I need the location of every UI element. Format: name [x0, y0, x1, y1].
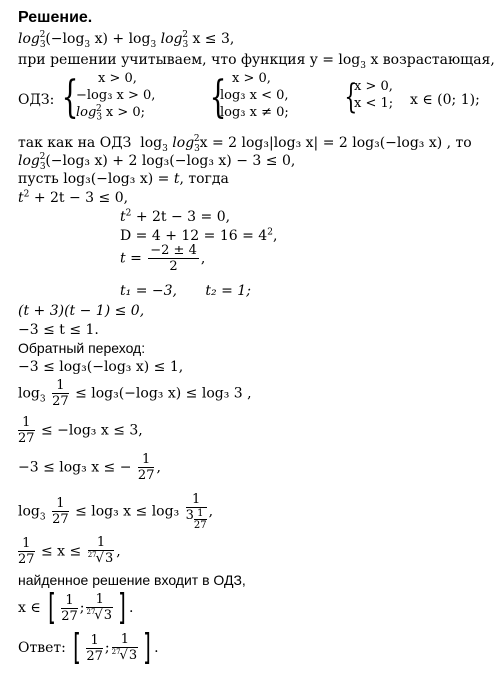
text: так как на ОДЗ [18, 135, 132, 151]
radicand: 3 [104, 551, 114, 566]
text: −3 ≤ log₃(−log₃ x) ≤ 1, [18, 359, 184, 375]
var-t: t [173, 171, 180, 187]
sup: 2 [182, 30, 188, 41]
fraction [52, 496, 69, 527]
var-t: t [18, 190, 24, 206]
text: x) + log [94, 31, 151, 47]
log-text: log [18, 153, 40, 169]
text: пусть log₃(−log₃ x) = [18, 171, 174, 187]
radicand: 3 [128, 647, 138, 663]
text: найденное решение входит в ОДЗ, [18, 572, 246, 588]
bracket-left: [ [48, 587, 57, 628]
fraction [186, 492, 207, 531]
sys-line: x > 0, [98, 71, 137, 86]
answer-line: Ответ: [ $\frac{1}{27}$ ; $\frac{1}{^{27}√3}$ ] . [18, 627, 159, 668]
text: , тогда [179, 171, 229, 187]
fraction [148, 243, 199, 274]
fraction [88, 535, 115, 568]
text: Обратный переход: [18, 340, 146, 356]
text: ≤ −log₃ x ≤ 3, [41, 422, 143, 439]
text: x ∈ [18, 600, 41, 616]
root-1: t₁ = −3, [120, 283, 177, 299]
fraction [18, 415, 35, 446]
text: x ≤ 3, [192, 31, 235, 47]
root-27-of-3: $^{27}$√3 [111, 647, 138, 663]
system-lines [354, 78, 393, 112]
answer-label: Ответ: [18, 640, 66, 656]
root-27-of-3: $^{27}$√3 [86, 607, 112, 623]
text: D = 4 + 12 = 16 = 4 [120, 228, 268, 244]
radicand: 3 [103, 607, 112, 623]
log-text: log [76, 105, 97, 120]
text: (−log [45, 31, 85, 47]
line-14 [18, 340, 145, 356]
line-6 [18, 171, 229, 187]
denominator: 27 [86, 648, 103, 664]
denominator: 2 [169, 259, 178, 274]
sys-line: x > 0, [232, 71, 271, 86]
line-12 [18, 303, 144, 319]
sub: 3 [182, 39, 189, 50]
sub: 3 [360, 60, 366, 71]
line-17 [18, 415, 143, 446]
sys-line: log₃ x < 0, [220, 88, 289, 103]
text: при решении учитываем, что функция y = log [18, 52, 361, 68]
denominator: 27 [52, 512, 69, 527]
sup: 2 [125, 208, 132, 219]
numerator: 1 [112, 632, 139, 648]
bracket-left: [ [73, 627, 82, 668]
line-11 [120, 283, 251, 299]
line-18: −3 ≤ log₃ x ≤ − $\frac{1}{27}$ , [18, 452, 161, 483]
numerator: 1 [52, 496, 69, 512]
sys-line: x < 1; [354, 96, 394, 111]
numerator: 1 [194, 508, 207, 520]
system-lines [220, 70, 289, 121]
line-15 [18, 359, 183, 375]
line-8 [120, 209, 230, 225]
text: x = 2 log₃|log₃ x| = 2 log₃(−log₃ x) , то [199, 135, 472, 151]
line-7 [18, 190, 128, 206]
line-21 [18, 572, 246, 588]
text: ≤ x ≤ [41, 543, 82, 560]
sup: 2 [39, 30, 46, 41]
denominator: 27 [52, 394, 69, 409]
line-9: $D = 4 + 12 = 16 = 4^2$, [120, 227, 278, 244]
fraction [112, 632, 139, 665]
numerator: 1 [186, 492, 207, 508]
text: + 2t − 3 = 0, [135, 209, 231, 225]
denominator [86, 608, 113, 625]
sub: 3 [39, 394, 46, 405]
sup: 2 [23, 189, 30, 200]
brace: { [61, 72, 79, 123]
equation-line-1 [18, 30, 235, 50]
base: 3 [185, 508, 194, 523]
denominator: 27 [137, 468, 155, 483]
denominator: 27 [61, 608, 78, 624]
text: (t + 3)(t − 1) ≤ 0, [18, 303, 145, 319]
numerator: 1 [138, 452, 155, 468]
sys-line: x > 0, [354, 79, 393, 94]
denominator [88, 551, 115, 568]
fraction [18, 536, 35, 567]
numerator: 1 [52, 378, 69, 394]
log-text: log [18, 385, 40, 402]
sys-line: log₃ x ≠ 0; [220, 105, 289, 120]
fraction [52, 378, 69, 409]
sub: 3 [39, 161, 46, 172]
line-19: $\log_3$ $\frac{1}{27}$ ≤ log₃ x ≤ log₃ 1 3 $\frac{1}{27}$ , [18, 492, 214, 531]
text: −3 ≤ t ≤ 1. [18, 322, 99, 338]
line-5 [18, 152, 296, 172]
line-13 [18, 322, 99, 338]
numerator: 1 [88, 535, 115, 551]
fraction [138, 452, 155, 483]
line-22: x ∈ [ $\frac{1}{27}$ ; $\frac{1}{^{27}√3}$ ] . [18, 587, 134, 628]
sub: 3 [39, 512, 46, 523]
text: −3 ≤ log₃ x ≤ − [18, 459, 132, 476]
sup: 2 [96, 103, 102, 114]
sup: 2 [267, 227, 273, 238]
sub: 3 [150, 39, 157, 50]
sub: 3 [194, 143, 200, 154]
text: x > 0; [105, 105, 146, 120]
bracket-right: ] [143, 627, 152, 668]
root-2: t₂ = 1; [205, 283, 251, 299]
log-text: log [140, 135, 163, 151]
sub: 3 [84, 39, 91, 50]
sys-line: −log₃ x > 0, [76, 88, 156, 103]
exponent-fraction [194, 508, 207, 531]
var-t: t [120, 209, 126, 225]
line-10: t = $\frac{-2 \pm 4}{2}$ , [120, 243, 206, 274]
numerator: 1 [86, 592, 113, 608]
brace: { [209, 72, 227, 123]
sup: 2 [39, 152, 46, 163]
denominator: 27 [18, 431, 35, 446]
sub: 3 [96, 112, 103, 123]
text: t = [120, 250, 142, 267]
root-index: 27 [86, 607, 96, 616]
numerator: −2 ± 4 [150, 243, 197, 258]
log-text: log [172, 135, 195, 151]
fraction [86, 592, 113, 625]
text: ≤ log₃ x ≤ log₃ [75, 503, 180, 520]
root-index: 27 [111, 647, 121, 656]
log-text: log [160, 31, 183, 47]
line-20: $\frac{1}{27}$ ≤ x ≤ $\frac{1}{^{27}√3}$ , [18, 535, 121, 567]
text: x возрастающая, [370, 52, 495, 68]
text: + 2t − 3 ≤ 0, [33, 190, 129, 206]
line-4 [18, 134, 472, 154]
numerator: 1 [61, 593, 78, 609]
sup: 2 [193, 134, 200, 145]
denominator [112, 648, 139, 665]
denominator: 27 [193, 520, 207, 531]
odz-label: ОДЗ: [18, 92, 55, 108]
denominator [186, 508, 207, 531]
fraction [86, 633, 103, 664]
numerator: 1 [86, 633, 103, 649]
root-index: 27 [87, 551, 97, 559]
root-27-of-3: $^{27}$√3 [87, 551, 114, 566]
numerator: 1 [18, 415, 35, 431]
sys-line [76, 104, 155, 121]
bracket-right: ] [118, 587, 126, 628]
text: ≤ log₃(−log₃ x) ≤ log₃ 3 , [75, 385, 252, 402]
numerator: 1 [18, 536, 35, 552]
brace: { [344, 77, 358, 117]
system-lines [76, 70, 155, 121]
sub: 3 [162, 143, 168, 154]
line-2 [18, 52, 495, 71]
fraction [61, 593, 78, 624]
log-text: log [18, 503, 40, 520]
line-16 [18, 378, 252, 409]
denominator: 27 [18, 552, 35, 567]
text: (−log₃ x) + 2 log₃(−log₃ x) − 3 ≤ 0, [45, 153, 296, 169]
odz-result: x ∈ (0; 1); [410, 92, 480, 108]
log-text: log [18, 31, 40, 47]
sub: 3 [39, 39, 46, 50]
solution-title: Решение. [18, 9, 93, 26]
